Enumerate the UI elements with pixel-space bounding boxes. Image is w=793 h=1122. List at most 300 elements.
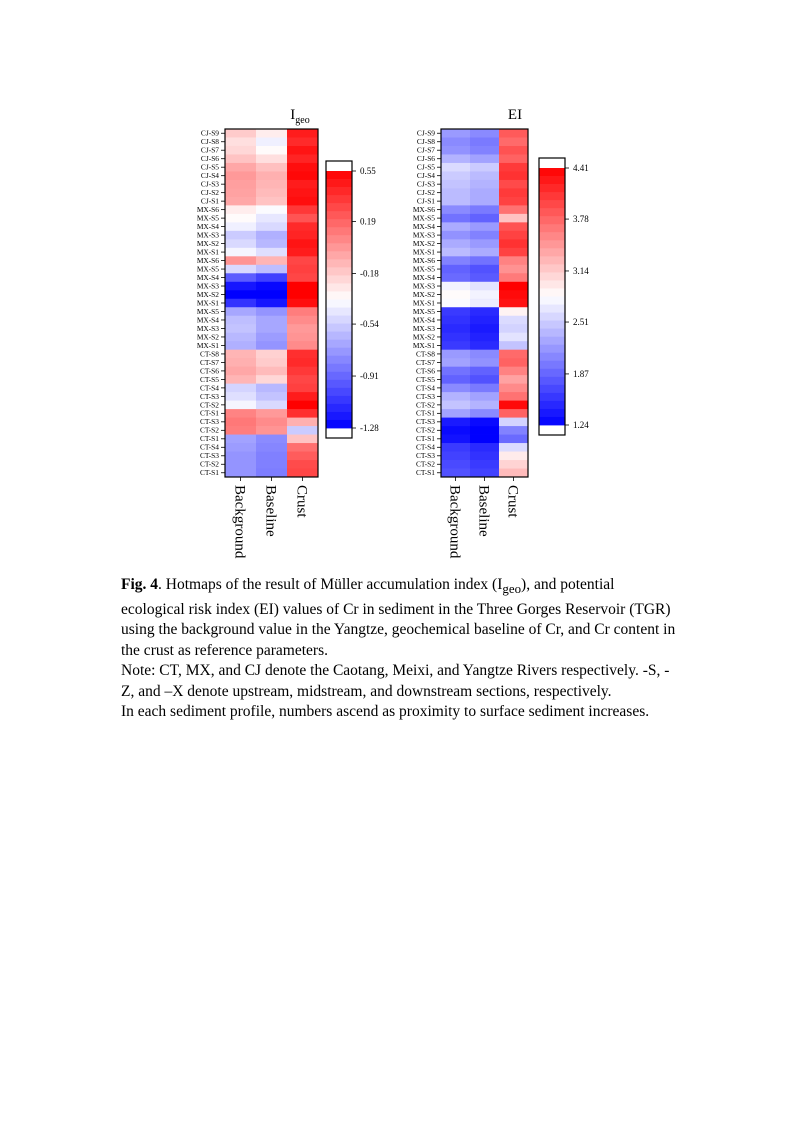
row-label: CT-S1 xyxy=(199,468,219,478)
heatmap-cell xyxy=(256,443,287,452)
heatmap-cell xyxy=(256,282,287,291)
heatmap-cell xyxy=(441,171,470,180)
row-label: MX-S2 xyxy=(196,332,219,342)
heatmap-cell xyxy=(441,324,470,333)
colorbar-segment xyxy=(539,313,565,321)
heatmap-cell xyxy=(225,197,256,206)
row-label: CJ-S1 xyxy=(200,196,219,206)
colorbar-segment xyxy=(539,417,565,425)
heatmap-cell xyxy=(499,197,528,206)
heatmap-cell xyxy=(470,231,499,240)
heatmap-cell xyxy=(256,435,287,444)
heatmap-cell xyxy=(287,426,318,435)
heatmap-cell xyxy=(441,401,470,410)
colorbar-segment xyxy=(539,264,565,272)
heatmap-cell xyxy=(225,341,256,350)
heatmap-cell xyxy=(470,146,499,155)
heatmap-cell xyxy=(287,282,318,291)
heatmap-cell xyxy=(287,137,318,146)
colorbar-tick-label: -0.54 xyxy=(360,319,379,330)
heatmap-cell xyxy=(499,367,528,376)
heatmap-cell xyxy=(287,163,318,172)
row-label: CT-S3 xyxy=(199,451,219,461)
heatmap-cell xyxy=(470,460,499,469)
heatmap-cell xyxy=(256,426,287,435)
colorbar-segment xyxy=(539,168,565,176)
heatmap-cell xyxy=(225,222,256,231)
heatmap-cell xyxy=(225,129,256,138)
colorbar-segment xyxy=(539,321,565,329)
row-label: MX-S4 xyxy=(196,272,219,282)
heatmap-cell xyxy=(470,137,499,146)
heatmap-cell xyxy=(225,375,256,384)
heatmap-cell xyxy=(470,418,499,427)
colorbar-tick-label: -1.28 xyxy=(360,423,379,433)
heatmap-cell xyxy=(441,333,470,342)
heatmap-cell xyxy=(225,418,256,427)
heatmap-cell xyxy=(225,469,256,478)
heatmap-cell xyxy=(441,290,470,299)
heatmap-cell xyxy=(470,180,499,189)
row-label: MX-S6 xyxy=(412,205,435,215)
row-label: CT-S1 xyxy=(199,408,219,418)
heatmap-cell xyxy=(256,460,287,469)
row-label: CT-S8 xyxy=(415,349,435,359)
row-label: MX-S6 xyxy=(196,255,219,265)
heatmap-cell xyxy=(499,214,528,223)
caption-sub-geo: geo xyxy=(502,581,522,597)
caption-main xyxy=(121,575,681,661)
heatmap-cell xyxy=(256,350,287,359)
heatmap-cell xyxy=(256,469,287,478)
column-label: Baseline xyxy=(262,485,279,537)
colorbar-segment xyxy=(539,353,565,361)
colorbar-tick-label: 0.55 xyxy=(360,166,376,176)
colorbar-tick-label: 1.87 xyxy=(573,368,589,379)
heatmap-cell xyxy=(470,333,499,342)
heatmap-cell xyxy=(499,426,528,435)
heatmap-cell xyxy=(256,367,287,376)
colorbar-segment xyxy=(326,300,352,308)
heatmap-cell xyxy=(499,324,528,333)
caption-fig-label: Fig. 4 xyxy=(121,576,159,593)
colorbar-segment xyxy=(326,372,352,380)
heatmap-cell xyxy=(225,367,256,376)
heatmap-cell xyxy=(287,401,318,410)
row-label: MX-S3 xyxy=(412,230,435,240)
heatmap-cell xyxy=(499,188,528,197)
caption-note-2: In each sediment profile, numbers ascend as proximity to surface sediment increases. xyxy=(121,703,650,721)
heatmap-cell xyxy=(470,443,499,452)
heatmap-cell xyxy=(470,358,499,367)
colorbar-segment xyxy=(326,179,352,187)
heatmap-cell xyxy=(225,435,256,444)
heatmap-cell xyxy=(256,324,287,333)
heatmap-cell xyxy=(287,154,318,163)
heatmap-cell xyxy=(441,350,470,359)
row-label: MX-S3 xyxy=(196,281,219,291)
caption-part-1: . Hotmaps of the result of Müller accumulation index (I xyxy=(158,576,503,593)
heatmap-cell xyxy=(256,239,287,248)
row-label: CJ-S7 xyxy=(200,145,219,155)
row-label: CT-S4 xyxy=(415,442,435,452)
heatmap-cell xyxy=(256,248,287,257)
heatmap-cell xyxy=(441,299,470,308)
heatmap-cell xyxy=(256,154,287,163)
colorbar-tick-label: -0.18 xyxy=(360,268,379,279)
heatmap-cell xyxy=(470,299,499,308)
heatmap-cell xyxy=(287,307,318,316)
heatmap-cell xyxy=(287,443,318,452)
heatmap-cell xyxy=(470,426,499,435)
heatmap-cell xyxy=(470,256,499,265)
colorbar-segment xyxy=(326,420,352,428)
heatmap-cell xyxy=(225,205,256,214)
heatmap-cell xyxy=(287,171,318,180)
colorbar-segment xyxy=(539,385,565,393)
column-label: Background xyxy=(446,485,463,559)
heatmap-cell xyxy=(225,239,256,248)
heatmap-cell xyxy=(256,129,287,138)
heatmap-cell xyxy=(256,146,287,155)
heatmap-cell xyxy=(287,146,318,155)
colorbar-segment xyxy=(539,240,565,248)
heatmap-cell xyxy=(441,197,470,206)
heatmap-cell xyxy=(225,146,256,155)
heatmap-cell xyxy=(225,299,256,308)
heatmap-cell xyxy=(256,273,287,282)
heatmap-cell xyxy=(287,197,318,206)
heatmap-cell xyxy=(499,282,528,291)
heatmap-cell xyxy=(256,171,287,180)
heatmap-cell xyxy=(287,214,318,223)
heatmap-cell xyxy=(470,469,499,478)
heatmap-cell xyxy=(256,188,287,197)
column-label: Crust xyxy=(293,485,310,518)
colorbar-segment xyxy=(326,267,352,275)
row-label: MX-S4 xyxy=(196,315,219,325)
heatmap-cell xyxy=(441,129,470,138)
figure-caption xyxy=(121,575,681,723)
heatmap-cell xyxy=(225,214,256,223)
heatmap-cell xyxy=(441,163,470,172)
colorbar-segment xyxy=(326,187,352,195)
row-label: MX-S4 xyxy=(196,222,219,232)
heatmap-cell xyxy=(470,452,499,461)
heatmap-cell xyxy=(256,290,287,299)
heatmap-cell xyxy=(441,222,470,231)
colorbar-segment xyxy=(326,332,352,340)
colorbar-segment xyxy=(539,256,565,264)
row-label: CT-S3 xyxy=(415,451,435,461)
row-label: CJ-S2 xyxy=(416,188,435,198)
heatmap-cell xyxy=(256,392,287,401)
chart-title: EI xyxy=(507,107,523,123)
heatmap-cell xyxy=(470,197,499,206)
heatmap-ei xyxy=(413,107,589,559)
heatmap-cell xyxy=(256,222,287,231)
colorbar-segment xyxy=(539,216,565,224)
heatmap-cell xyxy=(470,316,499,325)
colorbar-segment xyxy=(326,227,352,235)
column-label: Background xyxy=(231,485,248,559)
heatmap-cell xyxy=(441,316,470,325)
row-label: MX-S4 xyxy=(412,272,435,282)
row-label: CT-S4 xyxy=(199,383,219,393)
colorbar-segment xyxy=(326,259,352,267)
colorbar-segment xyxy=(539,288,565,296)
heatmap-cell xyxy=(470,265,499,274)
row-label: CJ-S3 xyxy=(416,179,435,189)
heatmap-cell xyxy=(225,180,256,189)
heatmap-cell xyxy=(499,222,528,231)
heatmap-cell xyxy=(225,290,256,299)
row-label: MX-S3 xyxy=(412,281,435,291)
heatmap-cell xyxy=(225,392,256,401)
row-label: CT-S8 xyxy=(199,349,219,359)
colorbar-segment xyxy=(326,356,352,364)
colorbar-segment xyxy=(326,348,352,356)
heatmap-cell xyxy=(499,341,528,350)
heatmap-cell xyxy=(499,333,528,342)
heatmap-cell xyxy=(441,146,470,155)
heatmap-cell xyxy=(287,239,318,248)
heatmap-cell xyxy=(499,452,528,461)
row-label: CT-S2 xyxy=(415,425,435,435)
row-label: MX-S1 xyxy=(196,340,219,350)
heatmap-cell xyxy=(287,222,318,231)
row-label: CT-S4 xyxy=(199,442,219,452)
heatmap-cell xyxy=(225,401,256,410)
heatmap-cell xyxy=(441,273,470,282)
colorbar-segment xyxy=(326,275,352,283)
column-label: Baseline xyxy=(475,485,492,537)
heatmap-cell xyxy=(499,290,528,299)
row-label: CT-S1 xyxy=(415,408,435,418)
row-label: CT-S3 xyxy=(199,417,219,427)
heatmap-cell xyxy=(470,401,499,410)
colorbar-segment xyxy=(326,291,352,299)
heatmap-cell xyxy=(225,265,256,274)
heatmap-cell xyxy=(225,307,256,316)
heatmap-cell xyxy=(499,307,528,316)
heatmap-cell xyxy=(441,460,470,469)
heatmap-cell xyxy=(499,435,528,444)
row-label: CJ-S7 xyxy=(416,145,435,155)
heatmap-cell xyxy=(470,409,499,418)
heatmap-cell xyxy=(287,265,318,274)
heatmap-cell xyxy=(499,129,528,138)
heatmap-cell xyxy=(441,239,470,248)
colorbar-segment xyxy=(326,380,352,388)
row-label: CJ-S9 xyxy=(200,128,219,138)
colorbar-segment xyxy=(539,280,565,288)
heatmap-cell xyxy=(225,163,256,172)
heatmap-cell xyxy=(287,248,318,257)
colorbar-segment xyxy=(326,364,352,372)
row-label: MX-S4 xyxy=(412,315,435,325)
heatmap-cell xyxy=(441,282,470,291)
colorbar-segment xyxy=(539,337,565,345)
colorbar-segment xyxy=(326,340,352,348)
heatmap-cell xyxy=(441,375,470,384)
heatmap-cell xyxy=(256,341,287,350)
heatmap-cell xyxy=(225,282,256,291)
heatmap-cell xyxy=(225,231,256,240)
heatmap-cell xyxy=(225,316,256,325)
colorbar-tick-label: 1.24 xyxy=(573,420,589,430)
heatmap-cell xyxy=(499,384,528,393)
colorbar-segment xyxy=(539,393,565,401)
heatmap-cell xyxy=(287,129,318,138)
colorbar-segment xyxy=(326,171,352,179)
heatmap-cell xyxy=(225,333,256,342)
heatmap-cell xyxy=(470,222,499,231)
heatmap-cell xyxy=(441,435,470,444)
colorbar-segment xyxy=(539,272,565,280)
heatmap-cell xyxy=(441,469,470,478)
row-label: CJ-S8 xyxy=(200,137,219,147)
colorbar-segment xyxy=(539,232,565,240)
colorbar-segment xyxy=(539,305,565,313)
heatmap-cell xyxy=(287,324,318,333)
heatmap-cell xyxy=(441,265,470,274)
heatmap-cell xyxy=(287,418,318,427)
colorbar-segment xyxy=(326,243,352,251)
heatmap-cell xyxy=(499,392,528,401)
heatmap-cell xyxy=(256,180,287,189)
heatmap-cell xyxy=(499,358,528,367)
heatmap-cell xyxy=(470,324,499,333)
row-label: MX-S5 xyxy=(196,264,219,274)
heatmap-cell xyxy=(256,401,287,410)
heatmap-cell xyxy=(225,409,256,418)
row-label: CT-S5 xyxy=(199,374,219,384)
heatmap-cell xyxy=(499,231,528,240)
colorbar-segment xyxy=(326,219,352,227)
heatmap-cell xyxy=(287,316,318,325)
heatmap-cell xyxy=(470,350,499,359)
heatmap-cell xyxy=(287,367,318,376)
heatmap-cell xyxy=(499,409,528,418)
heatmap-cell xyxy=(499,180,528,189)
heatmap-cell xyxy=(256,409,287,418)
heatmap-cell xyxy=(441,154,470,163)
row-label: MX-S6 xyxy=(412,255,435,265)
heatmap-cell xyxy=(441,358,470,367)
heatmap-cell xyxy=(499,316,528,325)
colorbar-segment xyxy=(539,409,565,417)
heatmap-cell xyxy=(256,163,287,172)
heatmap-cell xyxy=(287,350,318,359)
heatmap-cell xyxy=(225,273,256,282)
row-label: CT-S2 xyxy=(415,459,435,469)
row-label: MX-S5 xyxy=(412,264,435,274)
heatmap-cell xyxy=(470,341,499,350)
heatmap-cell xyxy=(225,350,256,359)
heatmap-cell xyxy=(225,188,256,197)
heatmap-cell xyxy=(470,163,499,172)
heatmap-cell xyxy=(441,409,470,418)
colorbar-segment xyxy=(326,283,352,291)
heatmap-cell xyxy=(499,265,528,274)
colorbar-segment xyxy=(539,208,565,216)
colorbar-segment xyxy=(326,235,352,243)
colorbar-tick-label: 3.14 xyxy=(573,265,589,276)
colorbar-segment xyxy=(539,176,565,184)
row-label: CT-S1 xyxy=(199,434,219,444)
heatmap-cell xyxy=(499,418,528,427)
heatmap-cell xyxy=(256,214,287,223)
heatmap-cell xyxy=(441,231,470,240)
row-label: CJ-S5 xyxy=(416,162,435,172)
row-label: MX-S5 xyxy=(196,213,219,223)
colorbar-segment xyxy=(539,369,565,377)
chart-title: $I_{geo}$ xyxy=(290,107,310,126)
heatmap-cell xyxy=(256,256,287,265)
heatmap-cell xyxy=(441,214,470,223)
heatmap-cell xyxy=(499,248,528,257)
heatmap-cell xyxy=(225,460,256,469)
heatmap-cell xyxy=(256,265,287,274)
heatmap-cell xyxy=(499,401,528,410)
heatmap-cell xyxy=(225,248,256,257)
heatmap-cell xyxy=(225,171,256,180)
heatmap-cell xyxy=(499,299,528,308)
heatmap-cell xyxy=(499,137,528,146)
row-label: MX-S3 xyxy=(196,323,219,333)
heatmap-cell xyxy=(441,256,470,265)
row-label: CT-S7 xyxy=(199,357,219,367)
heatmap-cell xyxy=(225,384,256,393)
heatmap-cell xyxy=(287,205,318,214)
row-label: CT-S6 xyxy=(415,366,435,376)
heatmap-cell xyxy=(225,324,256,333)
heatmap-cell xyxy=(499,350,528,359)
row-label: MX-S2 xyxy=(412,289,435,299)
heatmap-cell xyxy=(470,248,499,257)
colorbar-tick-label: 4.41 xyxy=(573,163,589,173)
heatmap-cell xyxy=(441,384,470,393)
heatmap-cell xyxy=(499,460,528,469)
row-label: CT-S5 xyxy=(415,374,435,384)
row-label: MX-S2 xyxy=(196,238,219,248)
heatmap-cell xyxy=(441,426,470,435)
colorbar-segment xyxy=(326,195,352,203)
row-label: CT-S2 xyxy=(199,459,219,469)
heatmap-cell xyxy=(470,392,499,401)
colorbar-tick-label: 0.19 xyxy=(360,216,376,227)
heatmap-cell xyxy=(287,435,318,444)
colorbar-segment xyxy=(539,297,565,305)
heatmap-cell xyxy=(287,358,318,367)
heatmap-cell xyxy=(441,205,470,214)
colorbar-segment xyxy=(326,251,352,259)
heatmap-cell xyxy=(499,163,528,172)
colorbar-segment xyxy=(539,401,565,409)
heatmap-cell xyxy=(441,188,470,197)
row-label: CJ-S9 xyxy=(416,128,435,138)
colorbar-segment xyxy=(326,396,352,404)
row-label: CJ-S3 xyxy=(200,179,219,189)
colorbar-segment xyxy=(539,224,565,232)
heatmap-cell xyxy=(287,460,318,469)
heatmap-cell xyxy=(287,392,318,401)
heatmap-cell xyxy=(256,231,287,240)
colorbar-segment xyxy=(326,203,352,211)
row-label: MX-S1 xyxy=(196,247,219,257)
colorbar-segment xyxy=(326,388,352,396)
